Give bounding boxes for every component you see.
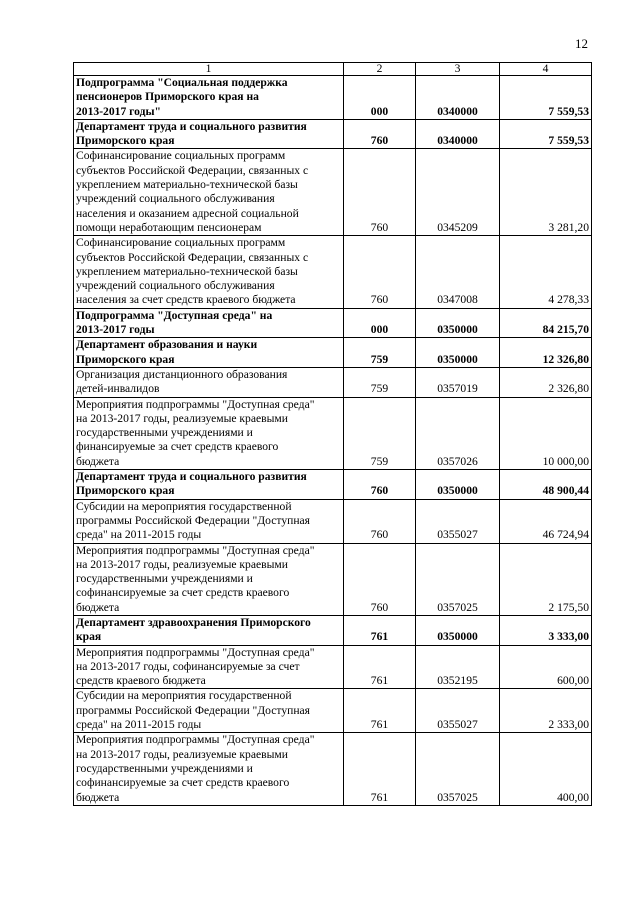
- row-code-cell: 761: [344, 733, 416, 805]
- row-name-line: на 2013-2017 годы, реализуемые краевыми: [76, 411, 288, 425]
- row-csr-cell: 0357025: [416, 733, 500, 805]
- row-csr-cell: 0340000: [416, 119, 500, 149]
- row-amount-cell: 4 278,33: [500, 236, 592, 308]
- row-name-line: Мероприятия подпрограммы "Доступная среда": [76, 645, 315, 659]
- row-name-line: на 2013-2017 годы, софинансируемые за счет: [76, 659, 300, 673]
- row-name-line: Департамент здравоохранения Приморского: [76, 615, 311, 629]
- page-number: 12: [575, 36, 588, 51]
- row-name-line: Департамент образования и науки: [76, 338, 258, 352]
- row-name-line: Субсидии на мероприятия государственной: [76, 499, 292, 513]
- row-amount-cell: 2 326,80: [500, 367, 592, 397]
- row-name-line: Субсидии на мероприятия государственной: [76, 689, 292, 703]
- row-code-cell: 000: [344, 76, 416, 120]
- row-name-line: финансируемые за счет средств краевого: [76, 440, 279, 454]
- row-code-cell: 760: [344, 499, 416, 543]
- row-name-cell: [74, 367, 344, 397]
- row-csr-cell: 0350000: [416, 338, 500, 368]
- row-name-line: Департамент труда и социального развития: [76, 470, 307, 484]
- row-name-line: населения за счет средств краевого бюджета: [76, 293, 296, 307]
- row-amount-cell: 2 175,50: [500, 543, 592, 615]
- row-code-cell: 761: [344, 615, 416, 645]
- row-name-cell: [74, 76, 344, 120]
- row-name-line: субъектов Российской Федерации, связанных с: [76, 163, 309, 177]
- row-name-cell: [74, 615, 344, 645]
- row-amount-cell: 3 333,00: [500, 615, 592, 645]
- table-row: [74, 367, 592, 397]
- column-header-2: 2: [344, 63, 416, 76]
- row-name-line: Департамент труда и социального развития: [76, 119, 307, 133]
- row-csr-cell: 0357019: [416, 367, 500, 397]
- row-name-line: Приморского края: [76, 352, 175, 366]
- row-code-cell: 761: [344, 645, 416, 689]
- row-name-line: края: [76, 630, 102, 644]
- row-csr-cell: 0350000: [416, 470, 500, 500]
- row-name-line: пенсионеров Приморского края на: [76, 90, 259, 104]
- row-amount-cell: 3 281,20: [500, 149, 592, 236]
- row-name-line: 2013-2017 годы": [76, 104, 161, 118]
- table-row: [74, 470, 592, 500]
- row-name-line: укреплением материально-технической базы: [76, 264, 298, 278]
- row-amount-cell: 7 559,53: [500, 76, 592, 120]
- row-name-cell: [74, 397, 344, 469]
- row-amount-cell: 2 333,00: [500, 689, 592, 733]
- row-name-line: 2013-2017 годы: [76, 323, 155, 337]
- row-name-line: бюджета: [76, 790, 120, 804]
- column-header-3: 3: [416, 63, 500, 76]
- row-amount-cell: 600,00: [500, 645, 592, 689]
- row-name-line: на 2013-2017 годы, реализуемые краевыми: [76, 747, 288, 761]
- row-name-line: государственными учреждениями и: [76, 426, 253, 440]
- row-code-cell: 760: [344, 149, 416, 236]
- table-row: [74, 689, 592, 733]
- row-name-cell: [74, 689, 344, 733]
- row-name-line: Подпрограмма "Социальная поддержка: [76, 76, 288, 89]
- row-name-cell: [74, 236, 344, 308]
- row-code-cell: 759: [344, 338, 416, 368]
- row-name-line: Софинансирование социальных программ: [76, 149, 286, 163]
- row-name-cell: [74, 499, 344, 543]
- row-name-line: программы Российской Федерации "Доступная: [76, 703, 311, 717]
- row-code-cell: 759: [344, 397, 416, 469]
- row-name-line: Мероприятия подпрограммы "Доступная среда": [76, 733, 315, 747]
- row-amount-cell: 10 000,00: [500, 397, 592, 469]
- table-row: [74, 236, 592, 308]
- row-code-cell: 760: [344, 236, 416, 308]
- row-name-line: среда" на 2011-2015 годы: [76, 718, 202, 732]
- row-amount-cell: 400,00: [500, 733, 592, 805]
- row-name-line: помощи неработающим пенсионерам: [76, 220, 262, 234]
- row-name-line: государственными учреждениями и: [76, 761, 253, 775]
- row-name-line: средств краевого бюджета: [76, 674, 206, 688]
- row-name-cell: [74, 308, 344, 338]
- row-csr-cell: 0357026: [416, 397, 500, 469]
- row-name-line: Приморского края: [76, 484, 175, 498]
- table-row: [74, 645, 592, 689]
- row-name-cell: [74, 470, 344, 500]
- table-row: [74, 615, 592, 645]
- row-name-line: укреплением материально-технической базы: [76, 178, 298, 192]
- row-name-line: государственными учреждениями и: [76, 572, 253, 586]
- table-row: [74, 543, 592, 615]
- table-row: [74, 308, 592, 338]
- row-name-cell: [74, 645, 344, 689]
- row-name-cell: [74, 119, 344, 149]
- table-row: [74, 338, 592, 368]
- row-csr-cell: 0355027: [416, 689, 500, 733]
- column-header-4: 4: [500, 63, 592, 76]
- table-header-row: [74, 63, 592, 76]
- row-csr-cell: 0350000: [416, 615, 500, 645]
- row-name-line: софинансируемые за счет средств краевого: [76, 586, 290, 600]
- row-csr-cell: 0352195: [416, 645, 500, 689]
- table-row: [74, 397, 592, 469]
- row-name-line: на 2013-2017 годы, реализуемые краевыми: [76, 557, 288, 571]
- row-amount-cell: 48 900,44: [500, 470, 592, 500]
- row-name-cell: [74, 149, 344, 236]
- row-csr-cell: 0345209: [416, 149, 500, 236]
- row-name-cell: [74, 543, 344, 615]
- row-amount-cell: 46 724,94: [500, 499, 592, 543]
- row-code-cell: 761: [344, 689, 416, 733]
- table-row: [74, 149, 592, 236]
- row-name-line: детей-инвалидов: [76, 382, 160, 396]
- table-row: [74, 119, 592, 149]
- row-name-line: Приморского края: [76, 134, 175, 148]
- row-amount-cell: 84 215,70: [500, 308, 592, 338]
- row-name-line: учреждений социального обслуживания: [76, 192, 275, 206]
- row-csr-cell: 0357025: [416, 543, 500, 615]
- row-amount-cell: 12 326,80: [500, 338, 592, 368]
- row-name-line: софинансируемые за счет средств краевого: [76, 776, 290, 790]
- row-code-cell: 759: [344, 367, 416, 397]
- row-amount-cell: 7 559,53: [500, 119, 592, 149]
- row-name-cell: [74, 733, 344, 805]
- row-csr-cell: 0347008: [416, 236, 500, 308]
- row-name-line: среда" на 2011-2015 годы: [76, 528, 202, 542]
- row-name-line: учреждений социального обслуживания: [76, 279, 275, 293]
- row-name-line: программы Российской Федерации "Доступная: [76, 513, 311, 527]
- row-name-line: населения и оказанием адресной социальной: [76, 206, 299, 220]
- row-name-line: бюджета: [76, 600, 120, 614]
- row-name-line: бюджета: [76, 454, 120, 468]
- row-code-cell: 760: [344, 470, 416, 500]
- row-name-cell: [74, 338, 344, 368]
- table-row: [74, 76, 592, 120]
- row-code-cell: 760: [344, 543, 416, 615]
- row-name-line: Организация дистанционного образования: [76, 367, 288, 381]
- table-row: [74, 499, 592, 543]
- row-name-line: Мероприятия подпрограммы "Доступная среда": [76, 543, 315, 557]
- row-csr-cell: 0340000: [416, 76, 500, 120]
- budget-table: [73, 62, 592, 806]
- row-name-line: Софинансирование социальных программ: [76, 236, 286, 250]
- table-row: [74, 733, 592, 805]
- row-name-line: Мероприятия подпрограммы "Доступная среда": [76, 397, 315, 411]
- column-header-1: 1: [74, 63, 344, 76]
- row-csr-cell: 0350000: [416, 308, 500, 338]
- row-name-line: Подпрограмма "Доступная среда" на: [76, 308, 273, 322]
- row-code-cell: 760: [344, 119, 416, 149]
- row-name-line: субъектов Российской Федерации, связанных с: [76, 250, 309, 264]
- row-csr-cell: 0355027: [416, 499, 500, 543]
- row-code-cell: 000: [344, 308, 416, 338]
